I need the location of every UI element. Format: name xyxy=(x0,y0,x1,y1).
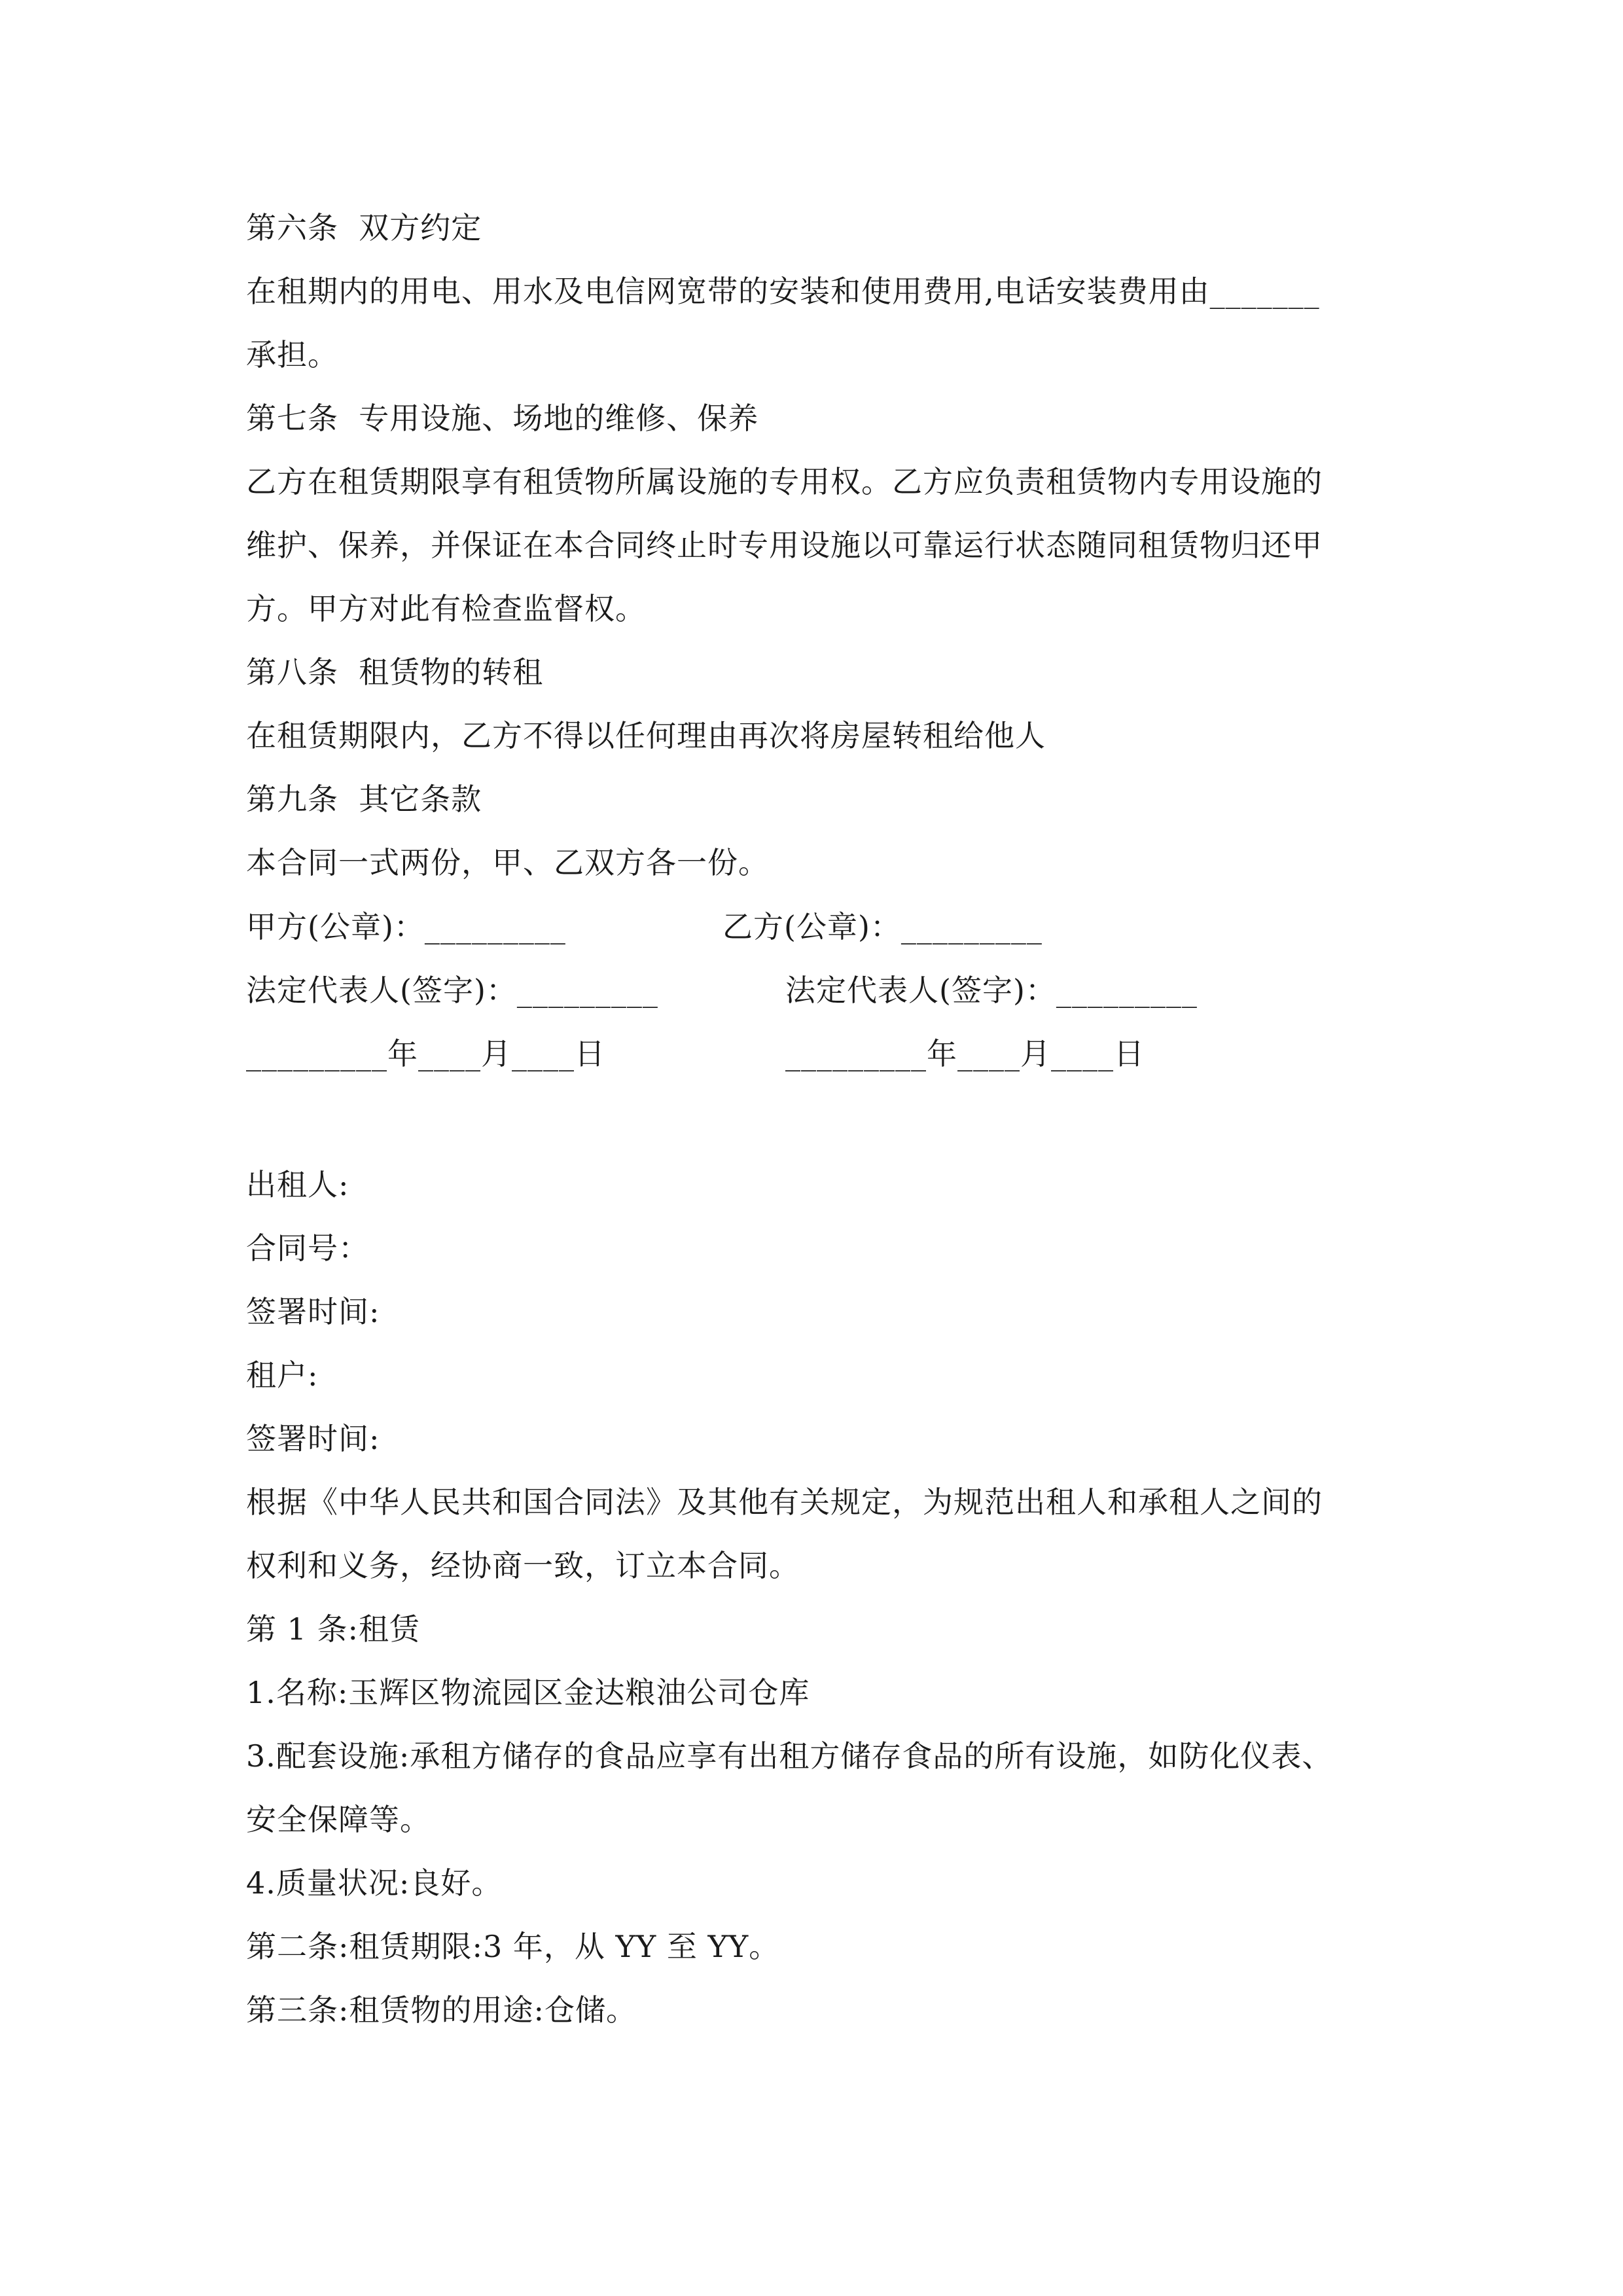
item-facilities-cont: 安全保障等。 xyxy=(246,1802,431,1837)
party-a-seal: 甲方(公章)：_________ xyxy=(246,909,566,944)
article-7-text-end: 方。甲方对此有检查监督权。 xyxy=(246,591,646,626)
article-8-heading: 第八条 租赁物的转租 xyxy=(246,655,544,690)
article-6-text: 在租期内的用电、用水及电信网宽带的安装和使用费用,电话安装费用由_______ xyxy=(246,274,1320,309)
lessor-label: 出租人: xyxy=(246,1167,349,1202)
article-7-text-cont: 维护、保养，并保证在本合同终止时专用设施以可靠运行状态随同租赁物归还甲 xyxy=(246,528,1323,563)
party-b-seal: 乙方(公章)：_________ xyxy=(722,909,1043,944)
item-facilities: 3.配套设施:承租方储存的食品应享有出租方储存食品的所有设施，如防化仪表、 xyxy=(246,1738,1333,1774)
item-quality: 4.质量状况:良好。 xyxy=(246,1865,503,1901)
article-6-text-cont: 承担。 xyxy=(246,337,338,372)
signing-time-label-2: 签署时间: xyxy=(246,1421,380,1456)
article-9-heading: 第九条 其它条款 xyxy=(246,781,482,817)
article-1-heading: 第 1 条:租赁 xyxy=(246,1611,421,1647)
party-a-representative: 法定代表人(签字)：_________ xyxy=(246,973,658,1008)
party-b-representative: 法定代表人(签字)：_________ xyxy=(785,973,1198,1008)
tenant-label: 租户: xyxy=(246,1357,319,1393)
preamble-text-cont: 权利和义务，经协商一致，订立本合同。 xyxy=(246,1548,800,1583)
article-2-term: 第二条:租赁期限:3 年，从 YY 至 YY。 xyxy=(246,1929,780,1964)
article-7-heading: 第七条 专用设施、场地的维修、保养 xyxy=(246,401,759,436)
contract-number-label: 合同号： xyxy=(246,1230,369,1266)
signing-time-label: 签署时间: xyxy=(246,1294,380,1329)
article-7-text: 乙方在租赁期限享有租赁物所属设施的专用权。乙方应负责租赁物内专用设施的 xyxy=(246,464,1323,499)
article-6-heading: 第六条 双方约定 xyxy=(246,210,482,245)
item-name: 1.名称:玉辉区物流园区金达粮油公司仓库 xyxy=(246,1675,810,1710)
article-9-text: 本合同一式两份，甲、乙双方各一份。 xyxy=(246,845,769,880)
article-8-text: 在租赁期限内，乙方不得以任何理由再次将房屋转租给他人 xyxy=(246,718,1046,753)
article-3-usage: 第三条:租赁物的用途:仓储。 xyxy=(246,1992,637,2028)
party-a-date: _________年____月____日 xyxy=(246,1036,605,1071)
preamble-text: 根据《中华人民共和国合同法》及其他有关规定，为规范出租人和承租人之间的 xyxy=(246,1484,1323,1520)
party-b-date: _________年____月____日 xyxy=(785,1036,1145,1071)
